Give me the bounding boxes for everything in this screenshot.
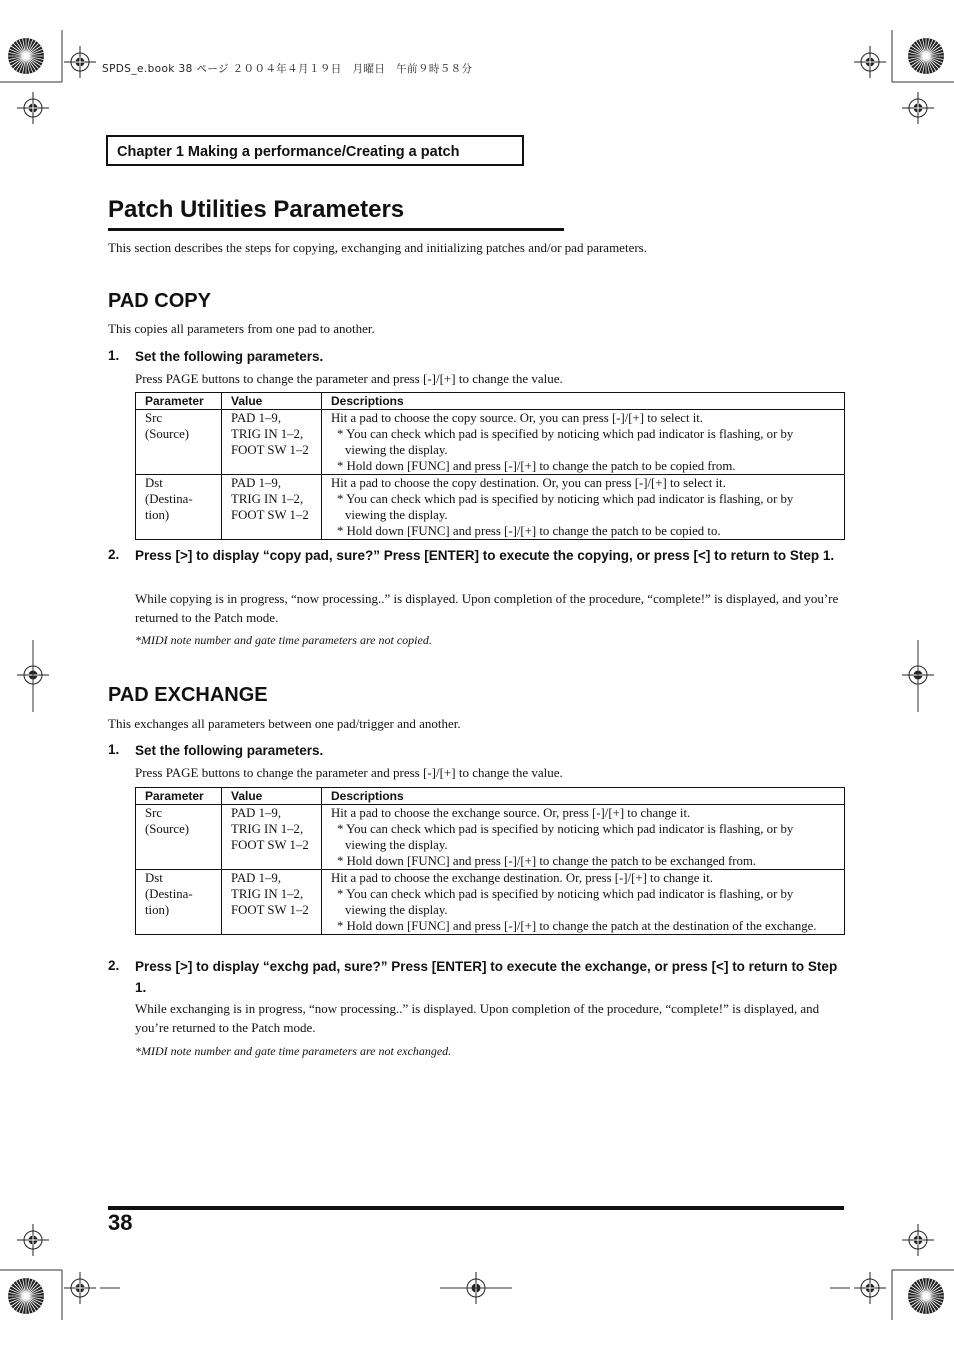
description-cell: Hit a pad to choose the exchange source. Or, press [-]/[+] to change it. * You can check which pad is specified by noticing which pad indicator is flashing, or by viewing the display. * Hold down [FUNC] and press [-]/[+] to change the patch to be exchanged from. bbox=[322, 805, 845, 870]
table-row bbox=[136, 870, 845, 935]
column-header-descriptions: Descriptions bbox=[322, 393, 845, 410]
section-heading-pad-copy: PAD COPY bbox=[108, 290, 211, 312]
table-row bbox=[136, 410, 845, 475]
footnote: *MIDI note number and gate time parameters are not exchanged. bbox=[135, 1044, 452, 1058]
step-number: 2. bbox=[108, 547, 120, 562]
intro-paragraph: This section describes the steps for copying, exchanging and initializing patches and/or pad parameters. bbox=[108, 240, 647, 255]
footnote: *MIDI note number and gate time parameters are not copied. bbox=[135, 633, 432, 647]
step-number: 1. bbox=[108, 348, 120, 363]
column-header-descriptions: Descriptions bbox=[322, 788, 845, 805]
section-heading-pad-exchange: PAD EXCHANGE bbox=[108, 684, 268, 706]
step-instruction: Set the following parameters. bbox=[135, 349, 324, 364]
chapter-box bbox=[106, 135, 524, 166]
chapter-title: Chapter 1 Making a performance/Creating a patch bbox=[117, 144, 460, 160]
pad-copy-parameter-table bbox=[135, 392, 845, 540]
print-header-meta: SPDS_e.book 38 ページ ２００４年４月１９日 月曜日 午前９時５８分 bbox=[102, 63, 473, 75]
pad-exchange-description: This exchanges all parameters between one pad/trigger and another. bbox=[108, 716, 461, 731]
step-number: 1. bbox=[108, 742, 120, 757]
step-instruction: Set the following parameters. bbox=[135, 743, 324, 758]
value-cell: PAD 1–9, TRIG IN 1–2, FOOT SW 1–2 bbox=[222, 475, 322, 540]
value-cell: PAD 1–9, TRIG IN 1–2, FOOT SW 1–2 bbox=[222, 410, 322, 475]
column-header-value: Value bbox=[222, 393, 322, 410]
step-detail: Press PAGE buttons to change the parameter and press [-]/[+] to change the value. bbox=[135, 371, 563, 386]
footer-rule bbox=[108, 1206, 844, 1210]
description-cell: Hit a pad to choose the copy destination. Or, you can press [-]/[+] to select it. * You can check which pad is specified by noticing which pad indicator is flashing, or by viewing the display. * Hold down [FUNC] and press [-]/[+] to change the patch to be copied to. bbox=[322, 475, 845, 540]
column-header-parameter: Parameter bbox=[136, 393, 222, 410]
page-title: Patch Utilities Parameters bbox=[108, 196, 405, 223]
table-row bbox=[136, 475, 845, 540]
step-detail: While copying is in progress, “now processing..” is displayed. Upon completion of the procedure, “complete!” is displayed, and you’re returned to the Patch mode. bbox=[135, 591, 839, 625]
pad-exchange-parameter-table bbox=[135, 787, 845, 935]
param-cell: Src (Source) bbox=[136, 410, 222, 475]
value-cell: PAD 1–9, TRIG IN 1–2, FOOT SW 1–2 bbox=[222, 870, 322, 935]
step-instruction: Press [>] to display “copy pad, sure?” Press [ENTER] to execute the copying, or press [<] to return to Step 1. bbox=[135, 548, 835, 563]
title-underline bbox=[108, 228, 564, 231]
table-row bbox=[136, 805, 845, 870]
column-header-parameter: Parameter bbox=[136, 788, 222, 805]
param-cell: Dst (Destina- tion) bbox=[136, 475, 222, 540]
param-cell: Src (Source) bbox=[136, 805, 222, 870]
description-cell: Hit a pad to choose the exchange destination. Or, press [-]/[+] to change it. * You can check which pad is specified by noticing which pad indicator is flashing, or by viewing the display. * Hold down [FUNC] and press [-]/[+] to change the patch at the destination of the exchange. bbox=[322, 870, 845, 935]
step-instruction: Press [>] to display “exchg pad, sure?” Press [ENTER] to execute the exchange, or press [<] to return to Step 1. bbox=[135, 959, 838, 995]
param-cell: Dst (Destina- tion) bbox=[136, 870, 222, 935]
page-number: 38 bbox=[108, 1210, 133, 1235]
step-detail: Press PAGE buttons to change the parameter and press [-]/[+] to change the value. bbox=[135, 765, 563, 780]
step-detail: While exchanging is in progress, “now processing..” is displayed. Upon completion of the procedure, “complete!” is displayed, and you’re returned to the Patch mode. bbox=[135, 1001, 820, 1035]
value-cell: PAD 1–9, TRIG IN 1–2, FOOT SW 1–2 bbox=[222, 805, 322, 870]
step-number: 2. bbox=[108, 958, 120, 973]
column-header-value: Value bbox=[222, 788, 322, 805]
description-cell: Hit a pad to choose the copy source. Or, you can press [-]/[+] to select it. * You can check which pad is specified by noticing which pad indicator is flashing, or by viewing the display. * Hold down [FUNC] and press [-]/[+] to change the patch to be copied from. bbox=[322, 410, 845, 475]
pad-copy-description: This copies all parameters from one pad to another. bbox=[108, 321, 375, 336]
